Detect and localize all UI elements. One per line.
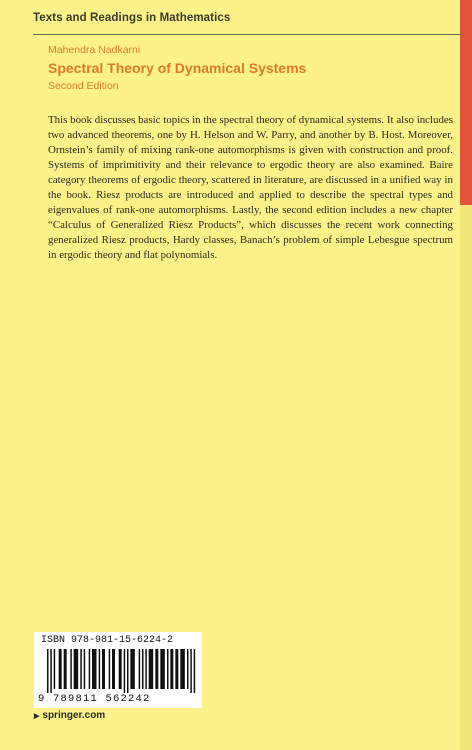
barcode-bar (70, 649, 72, 689)
barcode-bar (84, 649, 86, 689)
book-title: Spectral Theory of Dynamical Systems (48, 60, 307, 76)
barcode-bar (80, 649, 82, 689)
series-divider (33, 34, 463, 35)
barcode-bar (89, 649, 91, 689)
barcode-bar (127, 649, 129, 693)
barcode-bar (92, 649, 97, 689)
triangle-right-icon: ▶ (34, 713, 40, 720)
spine-edge-red-band (460, 0, 472, 205)
barcode-bar (170, 649, 173, 689)
barcode-bar (47, 649, 49, 693)
ean-number: 9 789811 562242 (38, 693, 151, 705)
author-name: Mahendra Nadkarni (48, 44, 141, 56)
publisher-link[interactable] (34, 710, 105, 721)
barcode-bar (50, 649, 52, 693)
barcode-bar (109, 649, 111, 689)
barcode-panel (34, 632, 202, 708)
barcode-bar (74, 649, 79, 689)
barcode-bar (160, 649, 165, 689)
barcode-bar (59, 649, 62, 689)
barcode-bar (64, 649, 67, 689)
barcode-bar (99, 649, 101, 689)
series-title: Texts and Readings in Mathematics (33, 12, 231, 24)
barcode-bar (102, 649, 105, 689)
barcode-bar (167, 649, 169, 689)
barcode-image (47, 649, 197, 693)
barcode-bar (180, 649, 185, 689)
barcode-bar (130, 649, 135, 689)
barcode-bar (194, 649, 196, 693)
barcode-bar (112, 649, 115, 689)
barcode-bar (139, 649, 141, 689)
barcode-bar (124, 649, 126, 693)
barcode-bar (54, 649, 56, 689)
edition-label: Second Edition (48, 80, 119, 92)
barcode-bar (155, 649, 158, 689)
book-description: This book discusses basic topics in the spectral theory of dynamical systems. It also includes two advanced theorems, one by H. Helson and W. Parry, and another by B. Host. Moreover, Ornstein’s family of mixing rank-one automorphisms is given with construction and proof. Systems of imprimitivity and their relevance to ergodic theory are also examined. Baire category theorems of ergodic theory, scattered in literature, are discussed in a unified way in the book. Riesz products are introduced and applied to describe the spectral types and eigenvalues of rank-one automorphisms. Lastly, the second edition includes a new chapter “Calculus of Generalized Riesz Products”, which discusses the recent work connecting generalized Riesz products, Hardy classes, Banach’s problem of simple Lebesgue spectrum in ergodic theory and flat polynomials. (48, 114, 453, 261)
barcode-bar (145, 649, 147, 689)
barcode-bar (175, 649, 178, 689)
barcode-bar (142, 649, 144, 689)
barcode-bar (149, 649, 154, 689)
isbn-number: ISBN 978-981-15-6224-2 (41, 635, 174, 646)
publisher-url: springer.com (42, 710, 106, 721)
barcode-bar (187, 649, 189, 689)
barcode-bar (190, 649, 192, 693)
barcode-bar (119, 649, 122, 689)
